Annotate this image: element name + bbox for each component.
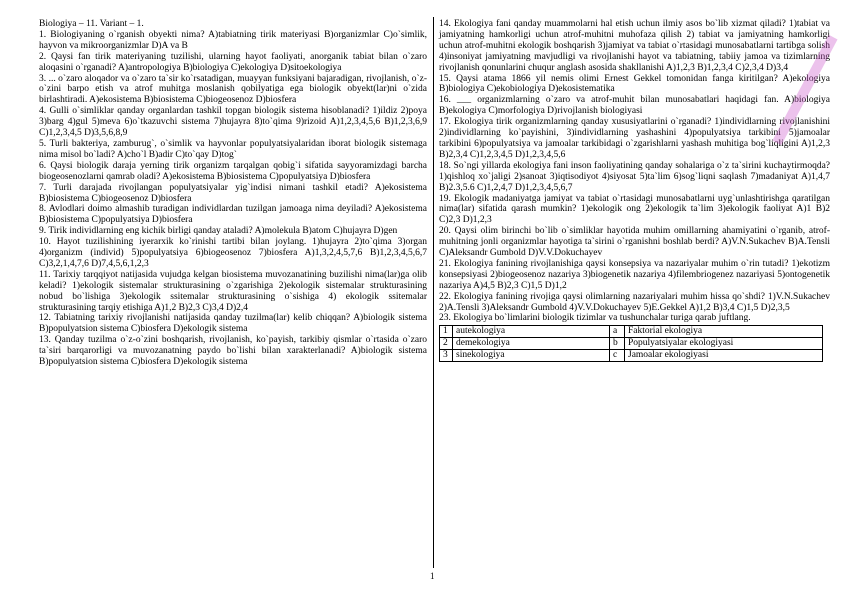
question-17: 17. Ekologiya tirik organizmlarning qanday xususiyatlarini o`rganadi? 1)individlarning rivojlanishini 2)individlarning ko`payishini, 3)individlarning yashashini 4)populyatsiya tarkibini 5)jamoalar tarkibini 6)populyatsiya va jamoalar tarkibidagi o`zgarishlarni yashash muhitiga bog`liqligini A)1,2,3 B)2,3,4 C)1,2,3,4,5 D)1,2,3,4,5,6 bbox=[439, 117, 830, 160]
question-3: 3. ... o`zaro aloqador va o`zaro ta`sir ko`rsatadigan, muayyan funksiyani bajaradigan, rivojlanish, o`z-o`zini barpo etish va atrof muhitga moslanish qobilyatiga ega biologik obyekt(lar)ni o`zida birlashtiradi. A)ekosistema B)biosistema C)biogeosenoz D)biosfera bbox=[39, 73, 427, 106]
term-cell: autekologiya bbox=[453, 326, 610, 338]
page-title: Biologiya – 11. Variant – 1. bbox=[39, 19, 144, 29]
question-15: 15. Qaysi atama 1866 yil nemis olimi Ernest Gekkel tomonidan fanga kiritilgan? A)ekologiya B)biologiya C)ekobiologiya D)ekosistematika bbox=[439, 73, 830, 95]
question-18: 18. So`ngi yillarda ekologiya fani inson faoliyatining qanday sohalariga o`z ta`sirini kuchaytirmoqda? 1)qishloq xo`jaligi 2)sanoat 3)iqtisodiyot 4)siyosat 5)ta`lim 6)sog`liqni saqlash 7)madaniyat A)1,4,7 B)2.3,5.6 C)1,2,4,7 D)1,2,3,4,5,6,7 bbox=[439, 160, 830, 193]
question-16: 16. ___ organizmlarning o`zaro va atrof-muhit bilan munosabatlari haqidagi fan. A)biologiya B)ekologiya C)morfologiya D)rivojlanish biologiyasi bbox=[439, 95, 830, 117]
question-22: 22. Ekologiya fanining rivojiga qaysi olimlarning nazariyalari muhim hissa qo`shdi? 1)V.N.Sukachev 2)A.Tensli 3)Aleksandr Gumbold 4)V.V.Dokuchayev 5)E.Gekkel A)1,2 B)3,4 C)1,5 D)2,3,5 bbox=[439, 291, 830, 313]
question-11: 11. Tarixiy tarqqiyot natijasida vujudga kelgan biosistema muvozanatining buzilishi nima(lar)ga olib keladi? 1)ekologik sistemalar strukturasining o`zgarishiga 2)ekologik sistemalar strukturasining nobud bo`lishiga 3)ekologik ssitemalar strukturasining o`sishiga 4) ekologik ssitemalar strukturasining tarqiy etishiga A)1,2 B)2,3 C)3,4 D)2,4 bbox=[39, 269, 427, 313]
column-divider bbox=[433, 17, 434, 568]
question-9: 9. Tirik individlarning eng kichik birligi qanday ataladi? A)molekula B)atom C)hujayra D)gen bbox=[39, 226, 398, 237]
table-row bbox=[440, 338, 823, 350]
question-20: 20. Qaysi olim birinchi bo`lib o`simliklar hayotida muhim omillarning ahamiyatini o`rganib, atrof-muhitning jonli organizmlar hayotiga ta`sirini o`rganishni boshlab berdi? A)V.N.Sukachev B)A.Tensli C)Aleksandr Gumbold D)V.V.Dokuchayev bbox=[439, 226, 830, 259]
question-12: 12. Tabiatning tarixiy rivojlanishi natijasida qanday tuzilma(lar) kelib chiqqan? A)biologik sistema B)populyatsion sistema C)biosfera D)ekologik sistema bbox=[39, 313, 427, 335]
question-8: 8. Avlodlari doimo almashib turadigan individlardan tuzilgan jamoaga nima deyiladi? A)ekosistema B)biosistema C)populyatsiya D)biosfera bbox=[39, 204, 427, 226]
question-21: 21. Ekologiya fanining rivojlanishiga qaysi konsepsiya va nazariyalar muhim o`rin tutadi? 1)ekotizm konsepsiyasi 2)biogeosenoz nazariya 3)biogenetik nazariya 4)filembriogenez nazariyasi 5)ontogenetik nazariya A)4,5 B)2,3 C)1,5 D)1,2 bbox=[439, 258, 830, 291]
table-row bbox=[440, 350, 823, 362]
letter-cell: c bbox=[610, 350, 625, 362]
letter-cell: a bbox=[610, 326, 625, 338]
row-number: 1 bbox=[440, 326, 453, 338]
question-19: 19. Ekologik madaniyatga jamiyat va tabiat o`rtasidagi munosabatlarni uyg`unlashtirishga qaratilgan nima(lar) sifatida qarash mumkin? 1)ekologik ong 2)ekologik ta`lim 3)ekologik faoliyat A)1 B)2 C)2,3 D)1,2,3 bbox=[439, 193, 830, 226]
question-2: 2. Qaysi fan tirik materiyaning tuzilishi, ularning hayot faoliyati, anorganik tabiat bilan o`zaro aloqasini o`rganadi? A)antropologiya B)biologiya C)ekologiya D)sitoekologiya bbox=[39, 51, 427, 73]
definition-cell: Populyatsiyalar ekologiyasi bbox=[625, 338, 823, 350]
question-4: 4. Gulli o`simliklar qanday organlardan tashkil topgan biologik sistema hisoblanadi? 1)ildiz 2)poya 3)barg 4)gul 5)meva 6)o`tkazuvchi sistema 7)hujayra 8)to`qima 9)rizoid A)1,2,3,4,5,6 B)1,2,3,6,9 C)1,2,3,4,5 D)3,5,6,8,9 bbox=[39, 106, 427, 139]
table-row bbox=[440, 326, 823, 338]
page-number: 1 bbox=[430, 571, 435, 581]
matching-table bbox=[439, 325, 823, 362]
question-23: 23. Ekologiya bo`limlarini biologik tizimlar va tushunchalar turiga qarab juftlang. bbox=[439, 313, 751, 324]
term-cell: sinekologiya bbox=[453, 350, 610, 362]
row-number: 3 bbox=[440, 350, 453, 362]
definition-cell: Faktorial ekologiya bbox=[625, 326, 823, 338]
question-7: 7. Turli darajada rivojlangan populyatsiyalar yig`indisi nimani tashkil etadi? A)ekosistema B)biosistema C)biogeosenoz D)biosfera bbox=[39, 182, 427, 204]
question-1: 1. Biologiyaning o`rganish obyekti nima? A)tabiatning tirik materiyasi B)organizmlar C)o`simlik, hayvon va mikroorganizmlar D)A va B bbox=[39, 29, 427, 51]
left-column bbox=[39, 19, 427, 368]
question-13: 13. Qanday tuzilma o`z-o`zini boshqarish, rivojlanish, ko`payish, tarkibiy qismlar o`rtasida o`zaro ta`siri barqarorligi va muvozanatning paydo bo`lishi bilan xarakterlanadi? A)biologik sistema B)populyatsion sistema C)biosfera D)ekologik sistema bbox=[39, 335, 427, 368]
term-cell: demekologiya bbox=[453, 338, 610, 350]
right-column bbox=[439, 19, 830, 362]
question-10: 10. Hayot tuzilishining iyerarxik ko`rinishi tartibi bilan joylang. 1)hujayra 2)to`qima 3)organ 4)organizm (individ) 5)populyatsiya 6)biogeosenoz 7)biosfera A)1,3,2,4,5,7,6 B)1,2,3,4,5,6,7 C)3,2,1,4,7,6 D)7,4,5,6,1,2,3 bbox=[39, 237, 427, 269]
question-5: 5. Turli bakteriya, zamburug`, o`simlik va hayvonlar populyatsiyalaridan iborat biologik sistemaga nima misol bo`ladi? A)cho`l B)adir C)to`qay D)tog` bbox=[39, 138, 427, 160]
row-number: 2 bbox=[440, 338, 453, 350]
letter-cell: b bbox=[610, 338, 625, 350]
question-6: 6. Qaysi biologik daraja yerning tirik organizm tarqalgan qobig`i sifatida sayyoramizdagi barcha biogeosenozlarni qamrab oladi? A)ekosistema B)biosistema C)populyatsiya D)biosfera bbox=[39, 160, 427, 182]
question-14: 14. Ekologiya fani qanday muammolarni hal etish uchun ilmiy asos bo`lib xizmat qiladi? 1)tabiat va jamiyatning hamkorligi uchun atrof-muhitni muhofaza qilish 2) tabiat va jamiyatning hamkorligi uchun atrof-muhitni ekologik boshqarish 3)jamiyat va tabiat o`rtasidagi munosabatlarni tartibga solish 4)insoniyat jamiyatning mavjudligi va rivojlanishi hayot va tabiatning, tabiiy jamoa va tizimlarning rivojlanish qonunlarini chuqur anglash asosida shakllanishi A)1,2,3 B)1,2,3,4 C)2,3,4 D)3,4 bbox=[439, 19, 830, 73]
definition-cell: Jamoalar ekologiyasi bbox=[625, 350, 823, 362]
